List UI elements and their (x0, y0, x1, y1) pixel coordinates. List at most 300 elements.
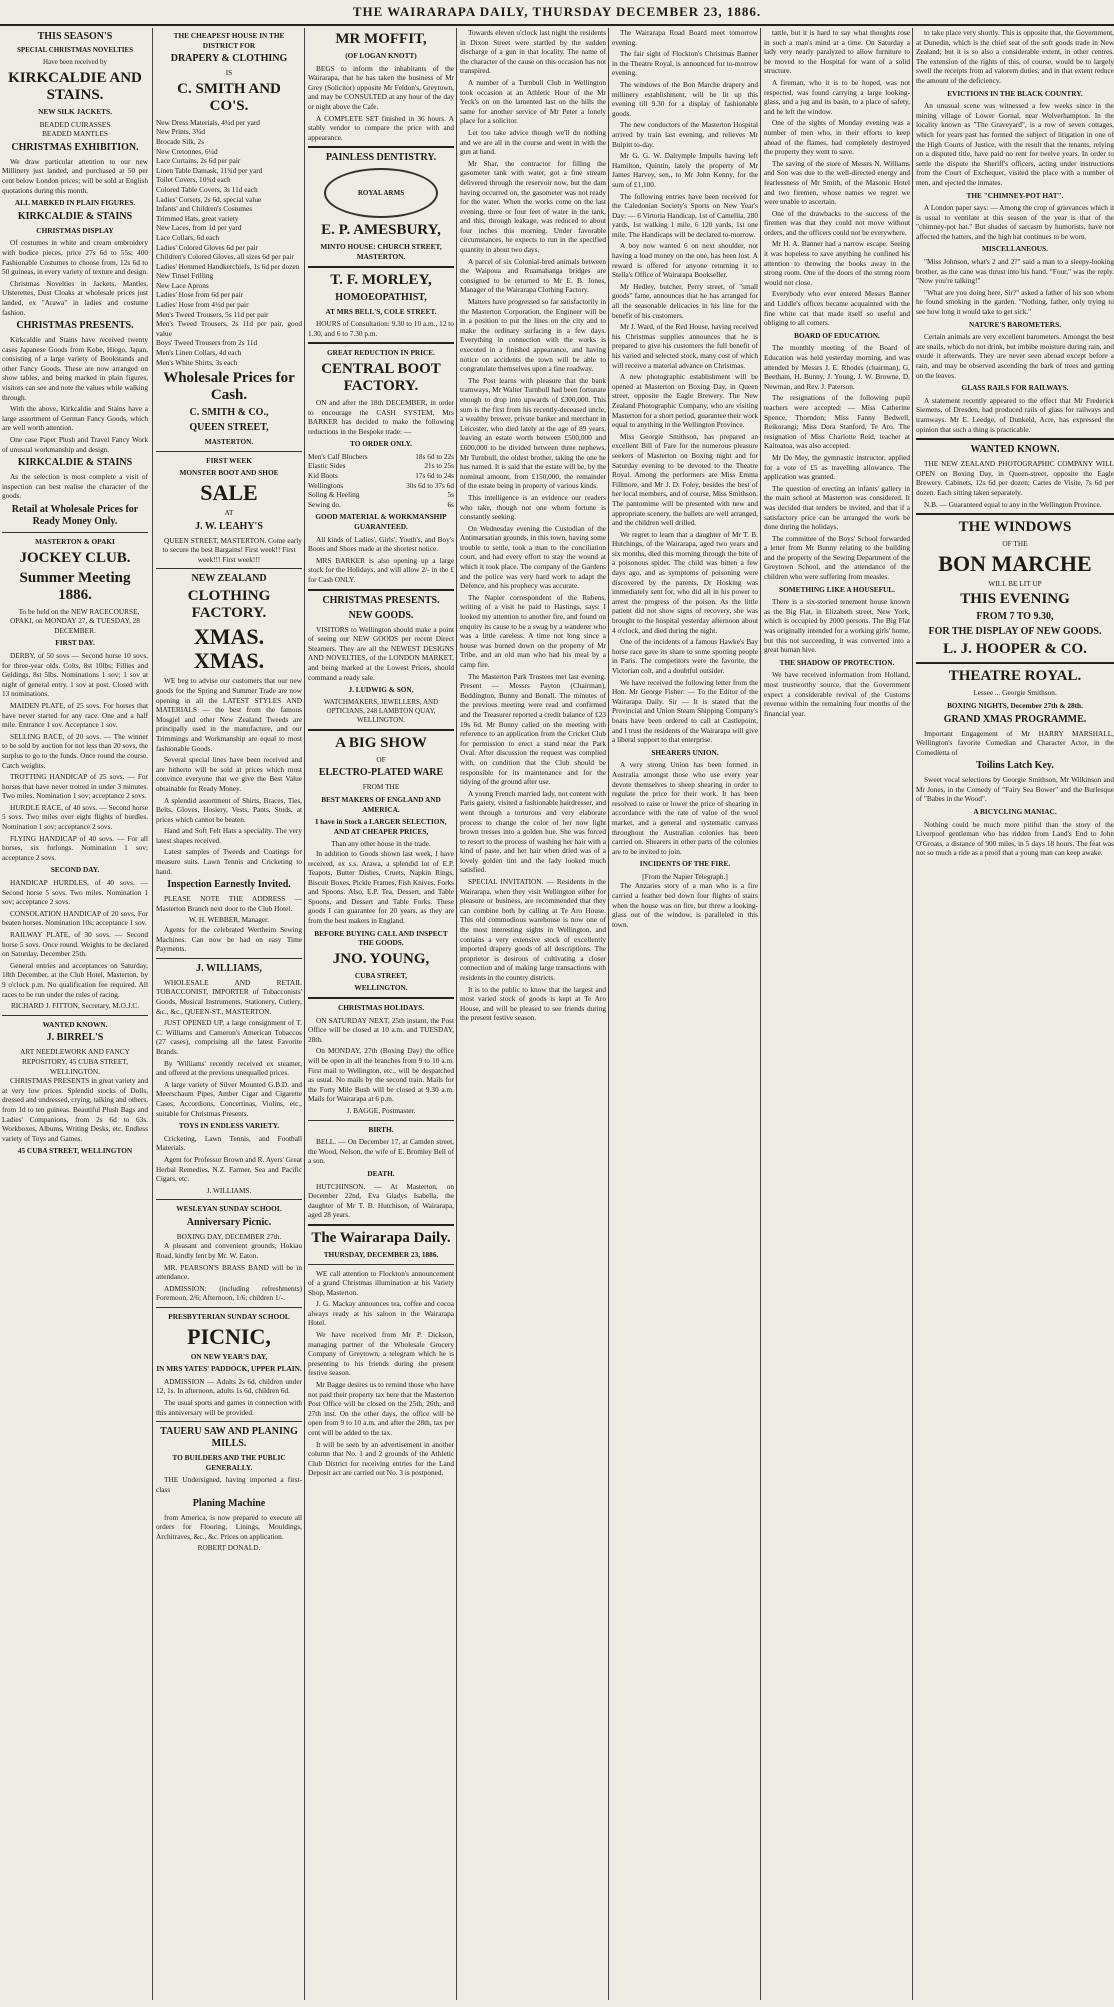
boot-list-price: 5s (447, 490, 454, 500)
japanese-goods-text: Kirkcaldie and Stains have received twenty cases Japanese Goods from Kobe, Hiogo, Japan, consisting of a large variety of Bookstands and other Fancy Goods. These are now arranged on show tables, and being marked in plain figures, visitors can see and note the values while walking through. (2, 335, 148, 402)
is-label: IS (225, 68, 233, 78)
wertheim-text: Agents for the celebrated Wertheim Sewing Machines. Can now be had on easy Time Payments. (156, 925, 302, 954)
jockey-club: JOCKEY CLUB. (19, 549, 131, 566)
amesbury-name: E. P. AMESBURY, (321, 222, 441, 239)
ludwig-text: VISITORS to Wellington should make a point of seeing our NEW GOODS per recent Direct Steamers. They are all the NEWEST DESIGNS AND NOVELTIES, of the LONDON MARKET, and being marked at the Lowest Prices, should command a ready sale. (308, 624, 454, 682)
homoeopathist: HOMOEOPATHIST, (335, 291, 427, 303)
williams-text-6: Agent for Professor Brown and R. Ayers' Great Herbal Remedies, N.Z. Farmer, Sea and Pacific Cigars, etc. (156, 1154, 302, 1184)
boot-text-2: All kinds of Ladies', Girls', Youth's, and Boy's Boots and Shoes made at the shortest notice. (308, 534, 454, 554)
c6-news-7: Everybody who ever entered Messrs Banner and Liddle's offices became acquainted with the fine white cat that made itself so useful and obliging to all comers. (764, 289, 910, 328)
column-3 (304, 28, 454, 2000)
boot-list-price: 30s 6d to 37s 6d (406, 480, 454, 490)
boot-list-row (308, 500, 454, 510)
c7-news-7: A statement recently appeared to the effect that Mr Frederick Siemens, of Dresden, had produced rails of glass for railways and tramways. Mr E. Leedge, of Dunkeld, Acre, has expressed the opinion that such a thing is practicable. (916, 395, 1114, 434)
boot-list-item: Sewing do. (308, 499, 341, 509)
drapery-list-row (156, 147, 302, 157)
drapery-list-item: Infants' and Children's Costumes (156, 204, 253, 214)
larger-selection: I have in Stock a LARGER SELECTION, AND AT CHEAPER PRICES, (315, 817, 447, 836)
moffit-sub: (OF LOGAN KNOTT) (345, 51, 417, 60)
drapery-list-item: Toilet Covers, 10¾d each (156, 175, 231, 185)
c7-news-5: "What are you doing here, Sir?" asked a father of his son whom he found smoking in the garden. "Nothing, father, only trying to see how long it would take to get sick." (916, 287, 1114, 317)
drapery-list-item: New Lace Aprons (156, 280, 209, 290)
williams-text-2: JUST OPENED UP, a large consignment of T. C. Williams and Cameron's American Tobaccos (27 cases), comprising all the latest Favorite Brands. (156, 1018, 302, 1056)
boot-list-price: 17s 6d to 24s (415, 471, 454, 481)
boot-text-3: MRS BARKER is also opening up a large stock for the Holidays, and will allow 2/- in the £ for Cash ONLY. (308, 555, 454, 584)
saw-mills: TAUERU SAW AND PLANING MILLS. (160, 1426, 298, 1450)
race-trotting: TROTTING HANDICAP of 25 sovs. — For horses that have never trotted in under 3 minutes. Two miles. Nomination 1 sov; acceptance 2 sovs. (2, 772, 148, 801)
wanted-known-2: WANTED KNOWN. (970, 444, 1060, 456)
boot-list-item: Men's Calf Bluchers (308, 451, 368, 461)
c5-news-6: The following entries have been received for the Caledonian Society's Sports on New Year's Day: — 6 Virtoria Handicap, 1st of Camellia, 280 yards, 1st walking 1 mile, 6 120 yards, 1st one mile. The Handicaps will be declared to-morrow. (612, 191, 758, 239)
drapery-list-row (156, 310, 302, 320)
news-5: It will be seen by an advertisement in another column that No. 1 and 2 grounds of the Athletic Club District for receiving entries for the Land Deposit act are carried out No. 3 is postponed. (308, 1439, 454, 1478)
birrel-text: CHRISTMAS PRESENTS in great variety and at very low prices. Splendid stocks of Dolls, dressed and undressed, crying, talking and others, from 1d to ten guineas. Beautiful Plush Bags and Ladies' Companions, from 2s 6d to 63s. Workboxes, Albums, Writing Desks, etc. Endless variety of Toys and Games. (2, 1076, 148, 1143)
christmas-presents-heading: CHRISTMAS PRESENTS. (322, 594, 440, 606)
wanted-known: WANTED KNOWN. (42, 1019, 108, 1029)
col1-received: Have been received by (43, 58, 107, 66)
williams-text-1: WHOLESALE AND RETAIL TOBACCONIST, IMPORTER of Tobacconists' Goods, Musical Instruments, Stationery, Cutlery, &c., &c., QUEEN-ST., MASTERTON. (156, 977, 302, 1016)
drapery-list-item: New Laces, from 1d per yard (156, 223, 242, 233)
c6-news-12: The committee of the Boys' School forwarded a letter from Mr Bunny relating to the building and the property of the Sewing Department of the Greytown School, and the attendance of the children who were suffering from measles. (764, 533, 910, 582)
c5-news-3: The windows of the Bon Marche drapery and millinery establishment, will be lit up this evening till 9.30 for a display of fashionable goods. (612, 79, 758, 118)
factory-text-2: Several special lines have been received and are hitherto will be sold at prices which must convince everyone that we give the Best Value obtainable for Ready Money. (156, 755, 302, 793)
photo-company-text: THE NEW ZEALAND PHOTOGRAPHIC COMPANY WILL OPEN on Boxing Day, in Queen-street, opposite the Eagle Brewery. Cabinets, 12s 6d per dozen; Cartes de Visite, 7s 6d per dozen. Each sitting taken separately. (916, 459, 1114, 497)
of-label: OF (376, 754, 386, 764)
drapery-list-item: Children's Colored Gloves, all sizes 6d per pair (156, 252, 294, 262)
factory-text-3: A splendid assortment of Shirts, Braces, Ties, Belts, Gloves, Hosiery, Vests, Pants, Studs, at prices which cannot be beaten. (156, 795, 302, 824)
millinery-text: We draw particular attention to our new Millinery just landed, and purchased at 50 per cent below London prices; will be sold at English quotations during this month. (2, 156, 148, 195)
drapery-list-row (156, 281, 302, 291)
boot-price-list (308, 452, 454, 510)
from-7-to-930: FROM 7 TO 9.30, (976, 611, 1054, 623)
column-1 (2, 28, 148, 2000)
clothing-factory: CLOTHING FACTORY. (187, 588, 271, 622)
secretary-signature: RICHARD J. FITTON, Secretary, M.O.J.C. (10, 1001, 140, 1011)
birrel-repository: ART NEEDLEWORK AND FANCY REPOSITORY, 45 CUBA STREET, WELLINGTON. (20, 1047, 130, 1076)
c5-news-17: The Anzaries story of a man who is a fire carried a feather bed down four flights of stairs when the house was on fire, but threw a looking-glass out of the window, is paralleled in this town. (612, 881, 758, 929)
c6-news-13: There is a six-storied tenement house known as the Big Flat, in Elizabeth street, New York, which is occupied by 2000 persons. The Big Flat was originally intended for a working girls' home, but this not succeeding, it was converted into a great human hive. (764, 597, 910, 655)
kirkcaldie-brand: KIRKCALDIE AND STAINS. (8, 70, 142, 103)
first-week: FIRST WEEK (206, 455, 252, 465)
drapery-list-row (156, 233, 302, 243)
this-evening: THIS EVENING (960, 591, 1070, 608)
post-office-text-2: On MONDAY, 27th (Boxing Day) the office will be open in all the branches from 9 to 10 a.m. First mail to Wellington, etc., will be despatched as usual. No mails by the second train. Mails for the Forty Mile Bush will be closed at 9.30 a.m. Mails for Wairarapa at 6 p.m. (308, 1046, 454, 1104)
drapery-list-item: Boys' Tweed Trousers from 2s 11d (156, 338, 258, 348)
c5-news-2: The fair sight of Flockton's Christmas Banner in the Theatre Royal, is announced for to-morrow evening. (612, 49, 758, 78)
chimney-pot-hat: THE "CHIMNEY-POT HAT". (966, 190, 1064, 200)
picnic-games: The usual sports and games in connection with this anniversary will be provided. (156, 1398, 302, 1417)
german-goods-text: With the above, Kirkcaldie and Stains have a large assortment of German Fancy Goods, which are well worth attention. (2, 404, 148, 433)
bells-cole-street: AT MRS BELL'S, COLE STREET. (325, 306, 437, 316)
first-day: FIRST DAY. (55, 638, 95, 648)
summer-meeting: Summer Meeting 1886. (19, 569, 131, 603)
c6-news-4: The saving of the store of Messrs N. Williams and Son was due to the well-directed energy and fearlessness of Mr Smith, of the Masonic Hotel and two firemen, whose names we regret we were unable to ascertain. (764, 158, 910, 207)
drapery-list-row (156, 156, 302, 166)
post-office-text-1: ON SATURDAY NEXT, 25th instant, the Post Office will be closed at 10 a.m. and TUESDAY, 28th. (308, 1015, 454, 1044)
glass-rails: GLASS RAILS FOR RAILWAYS. (961, 383, 1069, 393)
c5-news-8: Mr Hedley, butcher, Perry street, of "small goods" fame, announces that he has arranged for all the seasonable delicacies in his line for the benefit of his customers. (612, 281, 758, 320)
young-street: CUBA STREET, (354, 970, 408, 980)
at-label: AT (224, 508, 234, 517)
xmas: XMAS. XMAS. (193, 624, 265, 674)
the-windows: THE WINDOWS (958, 519, 1072, 536)
c5-news-4: The new conductors of the Masterton Hospital arrived by train last evening, and relieves Mr Bulpitt to-day. (612, 120, 758, 149)
drapery-list-row (156, 175, 302, 185)
c4-news-8: This intelligence is an evidence our readers who take, though not one whom fortune is constantly seeking. (460, 492, 606, 522)
good-material: GOOD MATERIAL & WORKMANSHIP GUARANTEED. (315, 512, 447, 532)
drapery-list-item: Ladies' Hose from 6d per pair (156, 290, 244, 300)
boot-list-row (308, 461, 454, 471)
young-text: In addition to Goods shown last week, I have received, ex s.s. Arawa, a splendid lot of E.P. Teapots, Butter Dishes, Cruets, Napkin Rings, Biscuit Boxes, Pickle Frames, Fish Knives, Forks and Spoons. Also, E.P. Tea, Dessert, and Table Spoons, and Dessert and Table Forks. These goods I can guarantee for 20 years, as they are from the best makers in England. (308, 848, 454, 926)
boot-list-row (308, 481, 454, 491)
new-zealand: NEW ZEALAND (191, 573, 267, 585)
drapery-list-item: New Cretonnes, 6¼d (156, 146, 218, 156)
leahy-name: J. W. LEAHY'S (195, 520, 263, 532)
c7-news-3: A London paper says: — Among the crop of grievances which it is usual to ventilate at this season of the year is that of the "chimney-pot hat." But shades of sarcasm by humorists, have not affected the hatters, and the high hat continues to be worn. (916, 203, 1114, 241)
ludwig-address: WATCHMAKERS, JEWELLERS, AND OPTICIANS, 248 LAMBTON QUAY, WELLINGTON. (323, 697, 439, 724)
c6-news-2: A fireman, who it is to be hoped, was not respected, was found carrying a large looking-glass, and a jug and its basin, to a place of safety, and he left the window. (764, 77, 910, 116)
williams-text-4: A large variety of Silver Mounted G.B.D. and Meerschaum Pipes, Amber Cigar and Cigarette Cases, Accordions, Concertinas, Violins, etc., suitable for Christmas Presents. (156, 1079, 302, 1118)
drapery-list-item: Trimmed Hats, great variety (156, 213, 239, 223)
wholesale-prices: Wholesale Prices for Cash. (163, 370, 295, 404)
to-order-only: TO ORDER ONLY. (350, 439, 412, 449)
factory-address: PLEASE NOTE THE ADDRESS — Masterton Branch next door to the Club Hotel. (156, 894, 302, 913)
drapery-list-row (156, 300, 302, 310)
c5-news-1: The Wairarapa Road Board meet tomorrow evening. (612, 28, 758, 47)
drapery-list-item: Ladies' Colored Gloves 6d per pair (156, 242, 259, 252)
planing-machine: Planing Machine (192, 1497, 266, 1509)
great-reduction: GREAT REDUCTION IN PRICE. (327, 348, 435, 358)
c4-news-12: A young French married lady, not content with Paris gaiety, visited a fashionable hairdresser, and went through a torturous and very elaborate process to change the color of her now light brown tresses into a golden hue. She was forced to resort to the process of washing her hair with a kind of paste, and her hair when dried was of a lovely golden tint and the lady looked much satisfied. (460, 788, 606, 875)
drapery-list-item: New Prints, 3¾d (156, 127, 206, 137)
boot-text-1: ON and after the 18th DECEMBER, in order to encourage the CASH SYSTEM, Mrs BARKER has decided to make the following reductions in the Bespoke trade: — (308, 397, 454, 436)
race-derby: DERBY, of 50 sovs — Second horse 10 sovs, for three-year olds. Colts, 8st 10lbs; Fillies and Geldings, 8st 5lbs. Nominations 1 sov; 1 sov at night of general entry. 1 sov at post. Closed with 13 nominations. (2, 650, 148, 699)
news-4: Mr Bagge desires us to remind those who have not paid their property tax here that the Masterton Post Office will be closed on the 25th, 26th, and 27th inst. On the other days, the office will be open from 9 to 10 a.m. and after the 28th, tax per cent will be added to the tax. (308, 1380, 454, 1437)
christmas-presents: CHRISTMAS PRESENTS. (16, 320, 134, 332)
drapery-list-item: Brocade Silk, 2s (156, 136, 205, 146)
presbyterian-school: PRESBYTERIAN SUNDAY SCHOOL (168, 1312, 290, 1322)
drapery-list-item: Men's Tweed Trousers, 2s 11d per pair, good value (156, 319, 302, 338)
c5-news-11: Miss Georgie Smithson, has prepared an excellent Bill of Fare for the numerous pleasure seekers of Masterton on Boxing night and for Saturday evening to be devoted to the Theatre Royal. Among the performers are Miss Emma Fillmore, and Mr J. D. Foley, besides the best of her local members, and of course, Miss Smithson. The pantomime will be presented with new and appropriate scenery, the ballets are well arranged, and the children well drilled. (612, 431, 758, 528)
lessee: Lessee ... Georgie Smithson. (973, 688, 1057, 698)
c6-news-8: The monthly meeting of the Board of Education was held yesterday morning, and was attended by Messrs J. E. Rhodes (chairman), G. Beetham, H. Bunny, J. Young, J. W. Browne, D. Newman, and Rev. J. Paterson. (764, 343, 910, 391)
c4-news-7: The Post learns with pleasure that the bank tramways, Mr Walter Turnbull had been fortunate enough to drop into upwards of £300,000. This sum is the first from his recently-deceased uncle, a wealthy brewer, private banker and merchant in Leicester, who died lately at the age of 89 years, leaving an estate worth between £500,000 and £600,000 to be divided between three nephews, Mr Turnbull, the oldest brother, taking the one he has named. It is said that the estate will be, by the nominal amount, from £150,000, the remainder of the estate being in property of various kinds. (460, 375, 606, 491)
monster-sale: MONSTER BOOT AND SHOE (179, 468, 279, 478)
c6-news-5: One of the drawbacks to the success of the firemen was that they could not move without orders, and the officers could not be everywhere. (764, 208, 910, 237)
c7-news-6: Certain animals are very excellent barometers. Amongst the best are snails, which do not drink, but imbibe moisture during rain, and exude it afterwards. They are never seen abroad except before a rain, and may be observed ascending the bark of trees and getting on the leaves. (916, 332, 1114, 380)
drapery-list-row (156, 127, 302, 137)
c5-news-9: Mr J. Ward, of the Red House, having received his Christmas supplies announces that he is prepared to give his customers the full benefit of his varied and selected stock, many cost of which will receive a material advance on Christmas. (612, 322, 758, 370)
boot-list-price: 6s (447, 499, 454, 509)
drapery-clothing: DRAPERY & CLOTHING (170, 53, 288, 65)
boot-list-item: Elastic Sides (308, 461, 346, 471)
column-7 (912, 28, 1114, 2000)
something-houseful: SOMETHING LIKE A HOUSEFUL. (779, 584, 895, 594)
dateline: THURSDAY, DECEMBER 23, 1886. (323, 1249, 439, 1259)
c7-news-14: Nothing could be much more pitiful than the story of the Liverpool gentleman who has ridden from Land's End to John O'Groats, a distance of 900 miles, in 5 days 18 hours. The feat was not so much a ride as a proof that a young man can keep awake. (916, 819, 1114, 858)
moffit-text-2: A COMPLETE SET finished in 36 hours. A stably vendor to compare the price with and appearance. (308, 113, 454, 142)
novelties-text: Christmas Novelties in Jackets, Mantles, Ulsterettes, Dust Cloaks at wholesale prices just landed, ex "Arawa" in ladies and costume fashion. (2, 278, 148, 317)
c6-news-10: Mr De Mey, the gymnastic instructor, applied for a vote of £5 as travelling allowance. The application was granted. (764, 452, 910, 482)
birrel-address: 45 CUBA STREET, WELLINGTON (17, 1146, 133, 1156)
c4-news-6: Matters have progressed so far satisfactorily in the Masterton Corporation, the Engineer will be in a position to put the lines on the city and to make the ordinary surfacing in a few days. Everything in connection with the works is executed in a finished appearance, and having notice on accidents the town will be able to congratulate themselves upon a fine roadway. (460, 297, 606, 374)
drapery-list-item: Ladies' Corsets, 2s 6d, special value (156, 194, 262, 204)
drapery-list-item: Colored Table Covers, 3s 11d each (156, 184, 258, 194)
race-consolation: CONSOLATION HANDICAP of 20 sovs. For beaten horses. Nomination 10s; acceptance 1 sov. (2, 908, 148, 928)
natures-barometers: NATURE'S BAROMETERS. (969, 319, 1061, 329)
racecourse-text: To be held on the NEW RACECOURSE, OPAKI, on MONDAY 27, & TUESDAY, 28 DECEMBER. (10, 606, 140, 635)
drapery-list-row (156, 185, 302, 195)
factory-text-1: WE beg to advise our customers that our new goods for the Spring and Summer Trade are now opening in all the LATEST STYLES AND MATERIALS — the best from the famous Mosgiel and other New Zealand Tweeds are principally used in the manufacture, and our Trimmings and Workmanship are equal to most fashionable Goods. (156, 676, 302, 753)
c4-news-3: Let too take advice though we'll do nothing and we are all in the course and went in with the gun at hand. (460, 127, 606, 157)
cheapest-house: THE CHEAPEST HOUSE IN THE DISTRICT FOR (173, 31, 285, 50)
race-maiden: MAIDEN PLATE, of 25 sovs. For horses that have never started for any race. One and a half mile. Entrance 1 sov. Acceptance 1 sov. (2, 700, 148, 730)
c4-news-14: It is to the public to know that the largest and most varied stock of goods is kept at Te Aro House, and will be pleased to see friends during the present festive season. (460, 984, 606, 1023)
best-makers: BEST MAKERS OF ENGLAND AND AMERICA. (321, 794, 441, 814)
race-railway: RAILWAY PLATE, of 30 sovs. — Second horse 5 sovs. Once round. Weights to be declared on Saturday, December 25th. (2, 930, 148, 959)
drapery-list-row (156, 348, 302, 358)
anniversary-picnic: Anniversary Picnic. (186, 1216, 272, 1228)
donald-signature: ROBERT DONALD. (197, 1543, 261, 1553)
will-be-lit: WILL BE LIT UP (988, 578, 1042, 588)
photo-company-nb: N.B. — Guaranteed equal to any in the Wellington Province. (924, 499, 1102, 509)
consultation-hours: HOURS of Consultation: 9.30 to 10 a.m., 12 to 1.30, and 6 to 7.30 p.m. (308, 319, 454, 338)
c5-news-12: We regret to learn that a daughter of Mr T. B. Hutchings, of the Wairarapa, aged two years and six months, died this morning through the bite of a poisonous spider. The child was bitten a few days ago, and as symptoms of poisoning were discovered by the parents, Dr Hosking was immediately sent for, who did all in his power to arrest the progress of the poison. As the little patient did not show signs of recovery, she was brought to the hospital yesterday afternoon about 4 o'clock, and died during the night. (612, 529, 758, 635)
drapery-list-row (156, 214, 302, 224)
col1-subheading: SPECIAL CHRISTMAS NOVELTIES (16, 46, 134, 54)
picnic: PICNIC, (187, 1323, 271, 1349)
drapery-list-item: Ladies' Hemmed Handkerchiefs, 1s 6d per dozen (156, 261, 300, 271)
birth-notice: BELL. — On December 17, at Camden street, the Wood, Nelson, the wife of E. Bromley Bell of a son. (308, 1137, 454, 1166)
c4-news-13: SPECIAL INVITATION. — Residents in the Wairarapa, when they visit Wellington either for pleasure or business, are recommended that they can combine both by calling at Te Aro House. This old commodious warehouse is now one of the most interesting sights in Wellington, and contains a very extensive stock of excellently imported drapery goods of all descriptions. The proprietor is desirous of cultivating a closer connection and of making large transactions with residents in the country districts. (460, 877, 606, 982)
saw-text-1: THE Undersigned, having imported a first-class (156, 1475, 302, 1494)
c4-news-11: The Masterton Park Trustees met last evening. Present — Messrs Payton (Chairman), Beddington, Bunny and Bonall. The minutes of the previous meeting were read and confirmed and the Treasurer reported a credit balance of £23 19s 6d. Mr Bunny called on the meeting with reference to an application from the Cricket Club for permission to erect a stand near the Park Oval. After discussion the request was complied with, on condition that the Club should be responsible for its maintenance and for the tidying of the ground after use. (460, 671, 606, 787)
boot-list-row (308, 452, 454, 462)
wesleyan-text-1: A pleasant and convenient grounds, Hokiau Road, kindly lent by Mr. W. Eaton. (156, 1241, 302, 1261)
c7-news-1: to take place very shortly. This is opposite that, the Government, at Dunedin, which is the chief seat of the soft goods trade in New Zealand; but it is so also a considerable extent, in other centres. The extension of the rights of this, of course, would be to largely swell the receipts from ad valorem duties, and in that extent reduce the amount of the deficiency. (916, 28, 1114, 85)
drapery-list-item: New Tinsel Frilling (156, 271, 214, 281)
beaded-cuirasses: BEADED CUIRASSES (39, 119, 111, 129)
christmas-display: CHRISTMAS DISPLAY (36, 225, 114, 235)
c5-news-7: A boy now wanted 6 on next shoulder, not having a load money on the one, has been lost. A reward is offered for anyone returning it to Stella's Office of Wairarapa Bookseller. (612, 241, 758, 280)
masthead: THE WAIRARAPA DAILY, THURSDAY DECEMBER 23, 1886. (0, 0, 1114, 26)
race-hurdle: HURDLE RACE, of 40 sovs. — Second horse 5 sovs. Two miles over eight flights of hurdles. Nomination 1 sov; acceptance 2 sovs. (2, 802, 148, 832)
c4-news-1: Towards eleven o'clock last night the residents in Dixon Street were startled by the sudden discharge of a gun in that locality. The name of the character of the cause on this occasion has not transpired. (460, 28, 606, 76)
miscellaneous: MISCELLANEOUS. (982, 244, 1048, 254)
drapery-list-row (156, 271, 302, 281)
before-buying: BEFORE BUYING CALL AND INSPECT THE GOODS. (314, 928, 448, 948)
hooper-name: L. J. HOOPER & CO. (943, 641, 1087, 658)
kirkcaldie-brand-3: KIRKCALDIE & STAINS (17, 457, 133, 469)
moffit-text-1: BEGS to inform the inhabitants of the Wairarapa, that he has taken the business of Mr Grey (Solicitor) opposite Mr Feldon's, Greytown, and may be CONSULTED at any hour of the day or night above the Cafe. (308, 63, 454, 111)
boot-list-row (308, 471, 454, 481)
race-entries: General entries and acceptances on Saturday, 18th December, at the Club Hotel, Masterton, by 9 o'clock p.m. No qualification fee required. All races to be run under the rules of racing. (2, 960, 148, 999)
drapery-list-row (156, 195, 302, 205)
theatre-text-1: Important Engagement of Mr HARRY MARSHALL, Wellington's favorite Comedian and Character Actor, in the Comedietta of (916, 728, 1114, 757)
boot-list-item: Kid Boots (308, 471, 338, 481)
from-the: FROM THE (362, 782, 400, 792)
napier-telegraph: [From the Napier Telegraph.] (642, 871, 728, 881)
death-notice: HUTCHINSON. — At Masterton, on December 22nd, Eva Gladys Isabella, the daughter of Mr T. B. Hutchison, of Wairarapa, aged 28 years. (308, 1181, 454, 1220)
c6-news-3: One of the sights of Monday evening was a number of men who, in their efforts to keep ahead of the flames, had completely destroyed the property they went to save. (764, 118, 910, 157)
evictions: EVICTIONS IN THE BLACK COUNTRY. (947, 88, 1083, 98)
c5-news-10: A new photographic establishment will be opened at Masterton on Boxing Day, in Queen street, opposite the Eagle Brewery. The New Zealand Photographic Company, who are visiting Masterton for a short period, guarantee their work equal to anything in the Wellington Province. (612, 372, 758, 430)
williams-text-5: Cricketing, Lawn Tennis, and Football Materials. (156, 1133, 302, 1153)
drapery-list-row (156, 290, 302, 300)
drapery-list-row (156, 338, 302, 348)
incidents-fire: INCIDENTS OF THE FIRE. (639, 859, 731, 869)
display-new-goods: FOR THE DISPLAY OF NEW GOODS. (928, 626, 1102, 638)
c4-news-2: A number of a Turnbull Club in Wellington took occasion at an Athletic Hour of the Mr Yeck's on on the lamented last on the hills the same for another service of Mr Peter a lonely place for a solicitor. (460, 77, 606, 126)
column-6 (760, 28, 910, 2000)
drapery-list-item: Lace Collars, 6d each (156, 232, 220, 242)
big-show: A BIG SHOW (335, 734, 427, 751)
boot-list-price: 18s 6d to 22s (415, 451, 454, 461)
webber-signature: W. H. WEBBER, Manager. (188, 915, 270, 925)
c4-news-5: A parcel of six Colonial-bred animals between the Waipoua and Ruamahanga bridges are consigned to be returned to Mr E. B. Jones, Manager of the Wairarapa Clothing Factory. (460, 256, 606, 295)
second-day: SECOND DAY. (50, 865, 100, 875)
theatre-royal: THEATRE ROYAL. (948, 668, 1082, 685)
silk-jackets: NEW SILK JACKETS. (38, 107, 112, 116)
central-boot-factory: CENTRAL BOOT FACTORY. (321, 360, 441, 394)
bagge-signature: J. BAGGE, Postmaster. (346, 1105, 416, 1115)
drapery-list-row (156, 166, 302, 176)
wesleyan-text-2: MR. PEARSON'S BRASS BAND will be in attendance. (156, 1262, 302, 1282)
c7-news-4: "Miss Johnson, what's 2 and 2?" said a man to a sleepy-looking brother, as the cane was thrust into his hand. "Four," was the reply. "Now you're talking!" (916, 257, 1114, 286)
drapery-list-item: Ladies' Hose from 4½d per pair (156, 300, 249, 310)
c6-news-1: tattle, but it is hard to say what thoughts rose in such a man's mind at a time. On Saturday a lady very nearly paralyzed to allow furniture to be moved to the Hospital for want of a solid structure. (764, 28, 910, 76)
inspection-invited: Inspection Earnestly Invited. (167, 879, 291, 891)
column-5 (608, 28, 758, 2000)
bon-marche: BON MARCHE (938, 550, 1092, 576)
drapery-list-item: New Dress Materials, 4¾d per yard (156, 117, 260, 127)
drapery-list-item: Men's Tweed Trousers, 5s 11d per pair (156, 309, 269, 319)
drapery-list-item: Linen Table Damask, 11¾d per yard (156, 165, 263, 175)
boxing-nights: BOXING NIGHTS, December 27th & 28th. (947, 700, 1083, 710)
wesleyan-text-3: ADMISSION: (including refreshments) Foremoon, 2/6; Afternoon, 1/6; children 1/-. (156, 1283, 302, 1303)
of-the: OF THE (1002, 539, 1028, 549)
c6-news-14: We have received information from Holland, most trustworthy source, that the Government expect a considerable revival of the Customs revenue within the remaining four months of the financial year. (764, 670, 910, 718)
latch-key: Toilins Latch Key. (976, 760, 1054, 772)
drapery-list-item: Men's Linen Collars, 4d each (156, 348, 242, 358)
c-smith-brand: C. SMITH AND CO'S. (177, 80, 281, 114)
wesleyan-school: WESLEYAN SUNDAY SCHOOL (176, 1204, 282, 1214)
minto-house: MINTO HOUSE: CHURCH STREET, MASTERTON. (320, 242, 442, 261)
theatre-text-2: Sweet vocal selections by Georgie Smithson, Mr Wilkinson and Mr Jones, in the Comedy of "Fairy Sea Bower" and the Burlesque of "Babes in the Wood". (916, 775, 1114, 804)
picnic-admission: ADMISSION — Adults 2s 6d, children under 12, 1s. In afternoon, adults 1s 6d, children 6d. (156, 1376, 302, 1396)
bicycling-maniac: A BICYCLING MANIAC. (973, 807, 1057, 817)
c5-news-15: A very strong Union has been formed in Australia amongst those who use every year devote themselves to sheep shearing in order to regulate the price for their work. It has been resolved to raise or lower the price of shearing in accordance with the rate of value of the wool market, and a general and systematic canvass throughout the Australian colonies has been carried on. Shearers in other parts of the colonies are to be invited to join. (612, 760, 758, 856)
saw-text-2: from America, is now prepared to execute all orders for Flooring, Linings, Mouldings, Architraves, &c., &c. Prices on application. (156, 1512, 302, 1541)
new-goods: NEW GOODS. (348, 609, 414, 621)
royal-arms-emblem: ROYAL ARMS (324, 168, 438, 218)
young-name: JNO. YOUNG, (332, 950, 430, 967)
paper-plush-text: One case Paper Plush and Travel Fancy Work of unusual workmanship and design. (2, 435, 148, 454)
retail-wholesale: Retail at Wholesale Prices for Ready Money Only. (11, 504, 139, 527)
news-2: J. G. Mackay announces tea, coffee and cocoa always ready at his saloon in the Wairarapa Hotel. (308, 1299, 454, 1328)
plain-figures: ALL MARKED IN PLAIN FIGURES. (14, 198, 136, 208)
morley-name: T. F. MORLEY, (330, 271, 432, 288)
board-education: BOARD OF EDUCATION. (794, 330, 880, 340)
boot-list-item: Wellingtons (308, 480, 344, 490)
costumes-text: Of costumes in white and cream embroidery with bodice pieces, price 27s 6d to 55s; 400 Fashionable Costumes to choose from, 12s 6d to 50 guineas, in every variety of texture and design. (2, 238, 148, 277)
drapery-list-item: Men's White Shirts, 3s each (156, 357, 238, 367)
sale: SALE (200, 480, 258, 505)
boxing-day: BOXING DAY, DECEMBER 27th. (176, 1231, 282, 1241)
news-3: We have received from Mr P. Dickson, managing partner of the Wholesale Grocery Company of Greytown, a telegram which he is presenting to his friends during the present festive season. (308, 1330, 454, 1378)
williams-signature: J. WILLIAMS. (206, 1185, 252, 1195)
moffit-name: MR MOFFIT, (335, 31, 427, 47)
drapery-list-row (156, 358, 302, 368)
c4-news-10: The Napier correspondent of the Rubens, writing of a visit he paid to Hastings, says: I looked my attention to another fire, and found on enquiry its cause to be a swag by a wanderer who was a little careless. A time not long since a house was burned down on the property of Mr Tribe, and an old man who had his meal by a camp fire. (460, 592, 606, 669)
price-list (156, 118, 302, 367)
ludwig-name: J. LUDWIG & SON, (348, 685, 414, 695)
death-heading: DEATH. (367, 1168, 395, 1178)
williams-name: J. WILLIAMS, (196, 962, 262, 974)
drapery-list-row (156, 262, 302, 272)
than-any: Than any other house in the trade. (331, 839, 431, 849)
c6-news-9: The resignations of the following pupil teachers were accepted: — Miss Catherine Spence, Thorndon; Miss Fanny Bedwell, Reikorangi; Miss Dora Stanford, Te Aro. The resignation of Miss Charlotte Reid, teacher at Kaitoatoa, was also accepted. (764, 393, 910, 451)
c5-news-13: One of the incidents of a famous Hawke's Bay horse race gave its share to some sporting people in Paris. The competitors were the favorite, the Victorian colt, and a doubtful outsider. (612, 637, 758, 675)
nameplate: The Wairarapa Daily. (311, 1229, 451, 1246)
queen-street: QUEEN STREET, (189, 422, 269, 434)
selection-text: As the selection is most complete a visit of inspection can best realise the character of the goods. (2, 472, 148, 501)
xmas-programme: GRAND XMAS PROGRAMME. (943, 713, 1087, 725)
shearers-union: SHEARERS UNION. (651, 747, 719, 757)
race-handicap-hurdles: HANDICAP HURDLES, of 40 sovs. — Second horse 5 sovs. Two miles. Nomination 1 sov; acceptance 2 sovs. (2, 878, 148, 907)
boot-list-item: Soling & Heeling (308, 490, 360, 500)
drapery-list-row (156, 223, 302, 233)
c6-news-11: The question of erecting an infants' gallery in the main school at Masterton was considered. It was decided that tenders be invited, and that if a satisfactory price can be arranged the work be done during the holidays. (764, 483, 910, 532)
birth-heading: BIRTH. (368, 1124, 394, 1134)
electro-plated: ELECTRO-PLATED WARE (318, 767, 444, 779)
col1-heading: THIS SEASON'S (37, 31, 113, 42)
toys-variety: TOYS IN ENDLESS VARIETY. (178, 1121, 280, 1131)
boot-list-price: 21s to 25s (424, 461, 454, 471)
c4-news-9: On Wednesday evening the Custodian of the Antimarsatian grounds, in this town, having some trouble to settle, took a man to the conciliation court, and had every effort to stay the wound at which it took place. The company of the Gardens and the police was very hard work to adapt the Defence, and his prophecy was accurate. (460, 523, 606, 591)
column-4 (456, 28, 606, 2000)
drapery-list-row (156, 252, 302, 262)
masterton: MASTERTON. (204, 437, 254, 447)
young-town: WELLINGTON. (354, 983, 408, 993)
to-builders: TO BUILDERS AND THE PUBLIC GENERALLY. (172, 1453, 286, 1472)
c6-news-6: Mr H. A. Banner had a narrow escape. Seeing it was hopeless to save anything he confined his attention to throwing the books away in the strong room. One of the doors of the strong room would not close. (764, 239, 910, 287)
race-flying: FLYING HANDICAP of 40 sovs. — For all horses, six furlongs. Nomination 1 sov; acceptance 2 sovs. (2, 833, 148, 862)
factory-text-5: Latest samples of Tweeds and Coatings for measure suits. Lawn Tennis and Cricketing to hand. (156, 847, 302, 876)
c-smith-brand-2: C. SMITH & CO., (189, 407, 269, 419)
c5-news-14: We have received the following letter from the Hon. Mr George Fisher: — To the Editor of the Wairarapa Daily. Sir — It is stated that the Provincial and Union Steam Shipping Company's boats have been ordered to call at Castlepoint, and I trust the residents of the Wairarapa will give a liberal support to that enterprise. (612, 677, 758, 745)
beaded-mantles: BEADED MANTLES (42, 129, 108, 139)
c4-news-4: Mr Shar, the contractor for filling the gasometer tank with water, got a fine stream delivered through the reservoir now, but the dam having occurred on, the gasometer was not ready for the water. When the works come on the last evening, three or four feet of water in the tank, and this, through leakage, was reduced to about four inches this morning. Under favorable circumstances, he expects to run in the specified quantity in about two days. (460, 158, 606, 255)
kirkcaldie-brand-2: KIRKCALDIE & STAINS (17, 210, 133, 222)
drapery-list-row (156, 319, 302, 338)
drapery-list-row (156, 137, 302, 147)
factory-text-4: Hand and Soft Felt Hats a speciality. The very latest shapes received. (156, 826, 302, 845)
boot-list-row (308, 490, 454, 500)
painless-dentistry: PAINLESS DENTISTRY. (325, 152, 437, 164)
new-years-day: ON NEW YEAR'S DAY, (190, 1351, 268, 1361)
c5-news-5: Mr G. G. W. Dalrymple Impulls having left Hamilton, Quintin, lately the property of Mr James Harvey, sen., to Mr John Kenny, for the sum of £1,100. (612, 151, 758, 189)
christmas-exhibition: CHRISTMAS EXHIBITION. (11, 141, 139, 153)
drapery-list-row (156, 243, 302, 253)
race-selling: SELLING RACE, of 20 sovs. — The winner to be sold by auction for not less than 20 sovs, the surplus to go to the funds. Once round the course. Catch weights. (2, 731, 148, 770)
c7-news-2: An unusual scene was witnessed a few weeks since in the mining village of Lower Gornal, near Wolverhampton. In the locality known as "The Graveyard", is a row of seven cottages, which for years past has formed the subject of litigation in one of the High Courts of Justice, with the result that the tenants, relying on a disputed title, have paid no rent for twelve years. In order to settle the dispute the Sheriff's officers, acting under instructions from the Court of Exchequer, visited the place with a number of men, and ejected the inmates. (916, 101, 1114, 187)
christmas-holidays: CHRISTMAS HOLIDAYS. (337, 1003, 425, 1013)
leahy-text: QUEEN STREET, MASTERTON. Come early to secure the best Bargains! First week!! First week!!! First week!!! (162, 535, 302, 564)
column-2 (152, 28, 302, 2000)
drapery-list-row (156, 118, 302, 128)
news-1: WE call attention to Flockton's announcement of a grand Christmas illumination at his Variety Shop, Masterton. (308, 1268, 454, 1297)
